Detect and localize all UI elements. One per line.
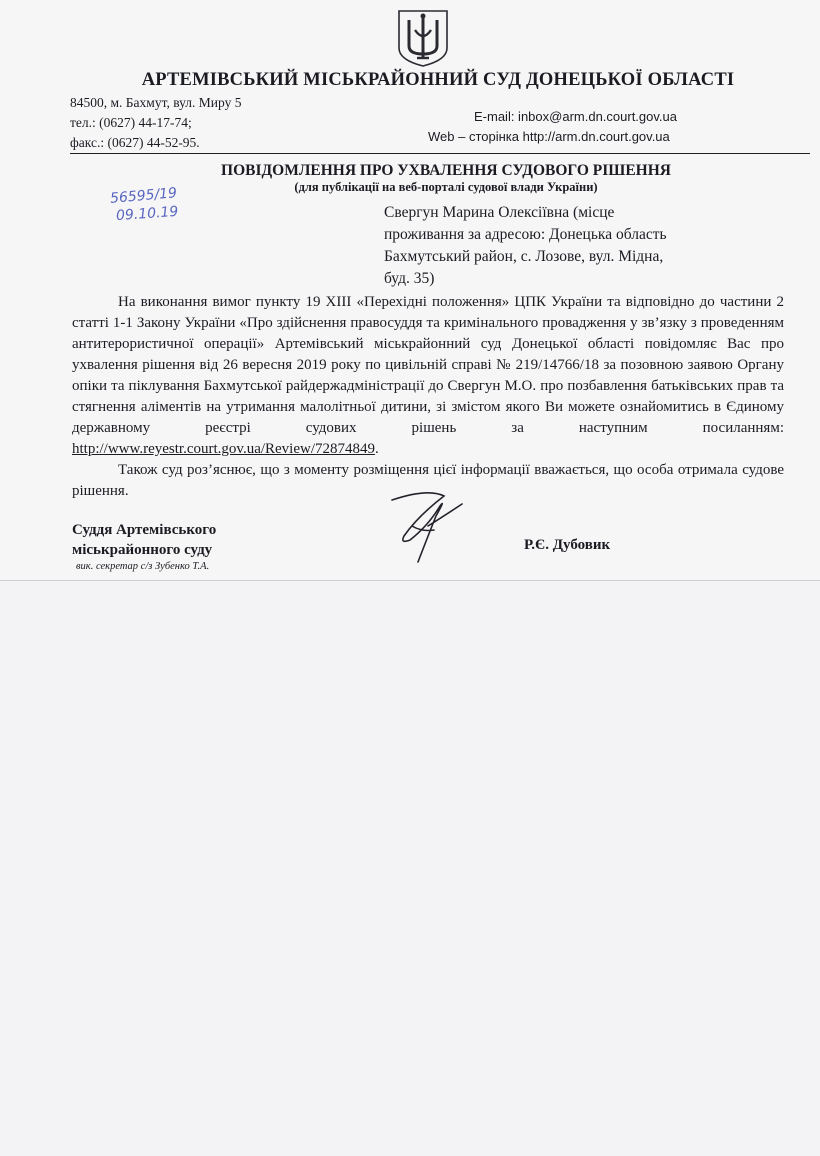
judge-position-line: Суддя Артемівського (72, 522, 217, 538)
notice-paragraph (72, 292, 784, 460)
document-title: ПОВІДОМЛЕННЯ ПРО УХВАЛЕННЯ СУДОВОГО РІШЕННЯ (221, 162, 671, 179)
court-fax: факс.: (0627) 44-52-95. (70, 135, 200, 150)
court-phone: тел.: (0627) 44-17-74; (70, 115, 192, 130)
link-suffix: . (375, 441, 379, 457)
paragraph-text: На виконання вимог пункту 19 ХІІІ «Перехідні положення» ЦПК України та відповідно до частини 2 статті 1-1 Закону України «Про здійснення правосуддя та кримінального провадження у зв’язку з проведенням антитерористичної операції» Артемівський міськрайонний суд Донецької області повідомляє Вас про ухвалення рішення від 26 вересня 2019 року по цивільній справі № 219/14766/18 за позовною заявою Органу опіки та піклування Бахмутської райдержадміністрації до Свергун М.О. про позбавлення батьківських прав та стягнення аліментів на утримання малолітньої дитини, зі змістом якого Ви можете ознайомитись в Єдиному державному реєстрі судових рішень за наступним посиланням: (72, 294, 784, 436)
document-subtitle: (для публікації на веб-порталі судової влади України) (294, 180, 598, 194)
blank-page-area (0, 581, 820, 1156)
clarification-paragraph: Також суд роз’яснює, що з моменту розміщення цієї інформації вважається, що особа отримала судове рішення. (72, 462, 784, 499)
judge-position-line: міськрайонного суду (72, 542, 213, 558)
court-email: E-mail: inbox@arm.dn.court.gov.ua (474, 109, 677, 124)
registration-date: 09.10.19 (115, 203, 179, 225)
court-name: АРТЕМІВСЬКИЙ МІСЬКРАЙОННИЙ СУД ДОНЕЦЬКОЇ ОБЛАСТІ (141, 70, 735, 90)
addressee-line: Свергун Марина Олексіївна (місце (384, 204, 615, 221)
handwritten-signature (388, 486, 468, 566)
notice-body (72, 292, 784, 502)
registry-link[interactable]: http://www.reyestr.court.gov.ua/Review/72874849 (72, 441, 376, 457)
secretary-note: вик. секретар с/з Зубенко Т.А. (76, 561, 210, 572)
addressee-block (384, 202, 714, 290)
coat-of-arms-icon (395, 8, 451, 68)
header-divider (70, 153, 810, 154)
registration-number: 56595/19 (109, 185, 178, 207)
judge-position (72, 520, 216, 560)
court-website: Web – сторінка http://arm.dn.court.gov.ua (428, 129, 670, 144)
addressee-line: буд. 35) (384, 270, 435, 287)
judge-name: Р.Є. Дубовик (524, 537, 611, 553)
addressee-line: Бахмутський район, с. Лозове, вул. Мідна, (384, 248, 664, 265)
court-address: 84500, м. Бахмут, вул. Миру 5 (70, 95, 242, 110)
addressee-line: проживання за адресою: Донецька область (384, 226, 667, 243)
